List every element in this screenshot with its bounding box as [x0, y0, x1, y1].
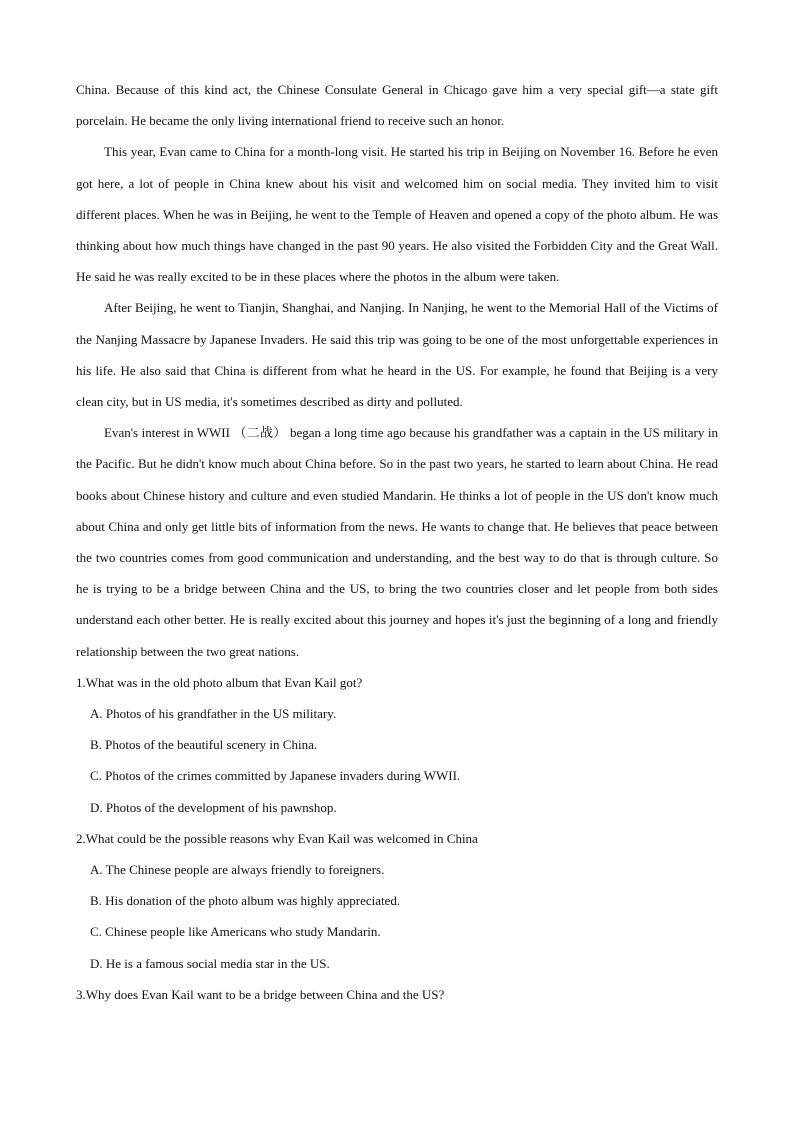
answer-option: C. Chinese people like Americans who study Mandarin. — [90, 924, 381, 940]
passage-paragraph: China. Because of this kind act, the Chinese Consulate General in Chicago gave him a very special gift—a state gift porcelain. He became the only living international friend to receive such an honor. — [76, 82, 718, 129]
question-2 — [76, 823, 718, 979]
question-stem: 2.What could be the possible reasons why Evan Kail was welcomed in China — [76, 830, 478, 846]
passage-paragraph: After Beijing, he went to Tianjin, Shanghai, and Nanjing. In Nanjing, he went to the Memorial Hall of the Victims of the Nanjing Massacre by Japanese Invaders. He said this trip was going to be one of the most unforgettable experiences in his life. He also said that China is different from what he heard in the US. For example, he found that Beijing is a very clean city, but in US media, it's sometimes described as dirty and polluted. — [76, 300, 718, 410]
passage-paragraph: Evan's interest in WWII （二战） began a long time ago because his grandfather was a captain in the US military in the Pacific. But he didn't know much about China before. So in the past two years, he started to learn about China. He read books about Chinese history and culture and even studied Mandarin. He thinks a lot of people in the US don't know much about China and only get little bits of information from the news. He wants to change that. He believes that peace between the two countries comes from good communication and understanding, and the best way to do that is through culture. So he is trying to be a bridge between China and the US, to bring the two countries closer and let people from both sides understand each other better. He is really excited about this journey and hopes it's just the beginning of a long and friendly relationship between the two great nations. — [76, 425, 718, 659]
passage-paragraph: This year, Evan came to China for a month-long visit. He started his trip in Beijing on November 16. Before he even got here, a lot of people in China knew about his visit and welcomed him on social media. They invited him to visit different places. When he was in Beijing, he went to the Temple of Heaven and opened a copy of the photo album. He was thinking about how much things have changed in the past 90 years. He also visited the Forbidden City and the Great Wall. He said he was really excited to be in these places where the photos in the album were taken. — [76, 144, 718, 285]
question-stem: 3.Why does Evan Kail want to be a bridge between China and the US? — [76, 986, 445, 1002]
question-1 — [76, 667, 718, 823]
answer-option: B. His donation of the photo album was highly appreciated. — [90, 893, 401, 909]
answer-option: B. Photos of the beautiful scenery in China. — [90, 737, 318, 753]
answer-option: D. Photos of the development of his pawnshop. — [90, 799, 337, 815]
document-content — [76, 74, 718, 1010]
answer-option: C. Photos of the crimes committed by Japanese invaders during WWII. — [90, 768, 461, 784]
question-3 — [76, 979, 718, 1010]
answer-option: A. The Chinese people are always friendly to foreigners. — [90, 862, 385, 878]
answer-option: A. Photos of his grandfather in the US military. — [90, 706, 337, 722]
answer-option: D. He is a famous social media star in the US. — [90, 955, 330, 971]
question-stem: 1.What was in the old photo album that Evan Kail got? — [76, 674, 363, 690]
